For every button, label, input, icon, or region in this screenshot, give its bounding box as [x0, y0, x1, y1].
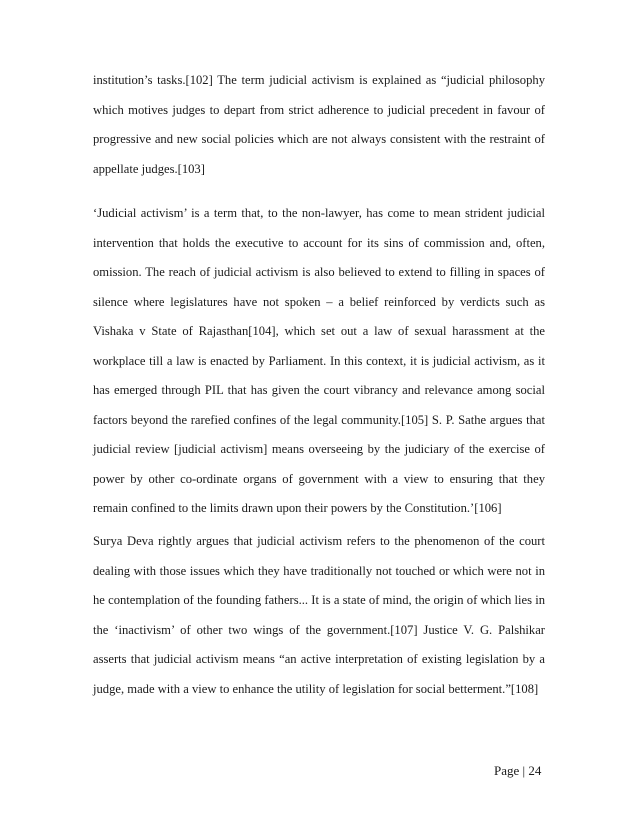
paragraph-line: factors beyond the rarefied confines of the legal community.[105] S. P. Sathe argues that: [93, 412, 545, 427]
paragraph-judicial-activism-definition: [93, 199, 545, 524]
paragraph-line: intervention that holds the executive to account for its sins of commission and, often,: [93, 235, 545, 250]
page-number: Page | 24: [494, 763, 542, 778]
paragraph-line: ‘Judicial activism’ is a term that, to the non-lawyer, has come to mean strident judicial: [93, 206, 545, 220]
paragraph-line: Vishaka v State of Rajasthan[104], which set out a law of sexual harassment at the: [93, 324, 545, 338]
paragraph-line: Surya Deva rightly argues that judicial activism refers to the phenomenon of the court: [93, 534, 545, 548]
paragraph-line: progressive and new social policies which are not always consistent with the restraint of: [93, 132, 545, 146]
paragraph-line: remain confined to the limits drawn upon their powers by the Constitution.’[106]: [93, 501, 502, 515]
paragraph-line: power by other co-ordinate organs of government with a view to ensuring that they: [93, 471, 545, 486]
paragraph-surya-deva: [93, 527, 545, 704]
paragraph-judicial-philosophy: [93, 66, 545, 184]
paragraph-line: judicial review [judicial activism] means overseeing by the judiciary of the exercise of: [93, 442, 545, 456]
paragraph-line: appellate judges.[103]: [93, 161, 205, 176]
paragraph-line: has emerged through PIL that has given the court vibrancy and relevance among social: [93, 383, 545, 397]
paragraph-line: judge, made with a view to enhance the utility of legislation for social betterment.”[108]: [93, 681, 539, 696]
paragraph-line: silence where legislatures have not spoken – a belief reinforced by verdicts such as: [93, 294, 545, 309]
paragraph-line: he contemplation of the founding fathers... It is a state of mind, the origin of which lies in: [93, 593, 545, 607]
paragraph-line: omission. The reach of judicial activism is also believed to extend to filling in spaces of: [93, 265, 545, 279]
paragraph-line: asserts that judicial activism means “an active interpretation of existing legislation by a: [93, 652, 545, 666]
paragraph-line: dealing with those issues which they have traditionally not touched or which were not in: [93, 563, 545, 578]
paragraph-line: the ‘inactivism’ of other two wings of the government.[107] Justice V. G. Palshikar: [93, 622, 545, 637]
paragraph-line: institution’s tasks.[102] The term judicial activism is explained as “judicial philosophy: [93, 73, 545, 87]
paragraph-line: which motives judges to depart from strict adherence to judicial precedent in favour of: [93, 102, 545, 117]
paragraph-line: workplace till a law is enacted by Parliament. In this context, it is judicial activism, as it: [93, 353, 545, 368]
